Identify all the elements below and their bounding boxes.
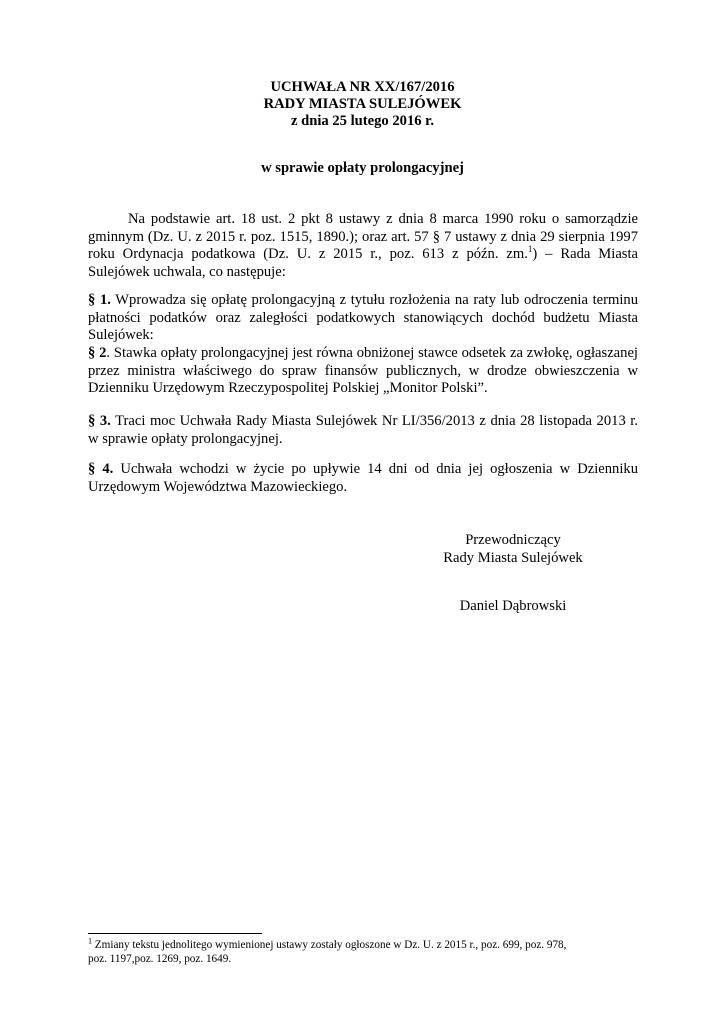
signatory-name: Daniel Dąbrowski	[459, 598, 567, 614]
resolution-date: z dnia 25 lutego 2016 r.	[291, 113, 434, 129]
section-text: Traci moc Uchwała Rady Miasta Sulejówek Nr LI/356/2013 z dnia 28 listopada 2013 r. w sprawie opłaty prolongacyjnej.	[88, 413, 639, 447]
section-mark: § 4.	[88, 461, 114, 477]
council-name: RADY MIASTA SULEJÓWEK	[263, 96, 462, 112]
footnote-line-2: poz. 1197,poz. 1269, poz. 1649.	[88, 953, 232, 965]
resolution-subject: w sprawie opłaty prolongacyjnej	[261, 160, 464, 176]
section-1	[88, 292, 638, 345]
footnote-line-1	[88, 938, 648, 952]
section-text: Uchwała wchodzi w życie po upływie 14 dni od dnia jej ogłoszenia w Dzienniku Urzędowym Województwa Mazowieckiego.	[88, 461, 638, 495]
footnote	[88, 938, 648, 966]
footnote-number: 1	[88, 936, 92, 946]
legal-basis-paragraph	[88, 211, 638, 281]
legal-basis-text-end: ) – Rada Miasta Sulejówek uchwala, co następuje:	[88, 246, 639, 280]
section-text: . Stawka opłaty prolongacyjnej jest równa obniżonej stawce odsetek za zwłokę, ogłaszanej przez ministra właściwego do spraw finansów publicznych, w drodze obwieszczenia w Dzienniku Urzędowym Rzeczypospolitej Polskiej „Monitor Polski”.	[88, 345, 638, 396]
section-mark: § 1.	[88, 292, 111, 308]
legal-basis-text: Na podstawie art. 18 ust. 2 pkt 8 ustawy z dnia 8 marca 1990 roku o samorządzie gminnym (Dz. U. z 2015 r. poz. 1515, 1890.); oraz art. 57 § 7 ustawy z dnia 29 sierpnia 1997 roku Ordynacja podatkowa (Dz. U. z 2015 r., poz. 613 z późn. zm.	[88, 211, 638, 262]
section-mark: § 2	[88, 345, 107, 361]
section-4	[88, 461, 638, 496]
footnote-separator	[88, 933, 262, 934]
footnote-text: Zmiany tekstu jednolitego wymienionej ustawy zostały ogłoszone w Dz. U. z 2015 r., poz. 699, poz. 978,	[92, 939, 567, 951]
footnote-reference: 1	[527, 244, 533, 255]
section-2	[88, 345, 638, 398]
signatory-role: Przewodniczący	[465, 532, 561, 548]
resolution-header	[0, 79, 725, 130]
section-mark: § 3.	[88, 413, 111, 429]
signatory-title	[418, 532, 608, 567]
section-3	[88, 413, 638, 448]
resolution-number: UCHWAŁA NR XX/167/2016	[270, 79, 455, 95]
signatory-body: Rady Miasta Sulejówek	[443, 549, 583, 566]
section-text: Wprowadza się opłatę prolongacyjną z tytułu rozłożenia na raty lub odroczenia terminu płatności podatków oraz zaległości podatkowych stanowiących dochód budżetu Miasta Sulejówek:	[88, 292, 638, 343]
